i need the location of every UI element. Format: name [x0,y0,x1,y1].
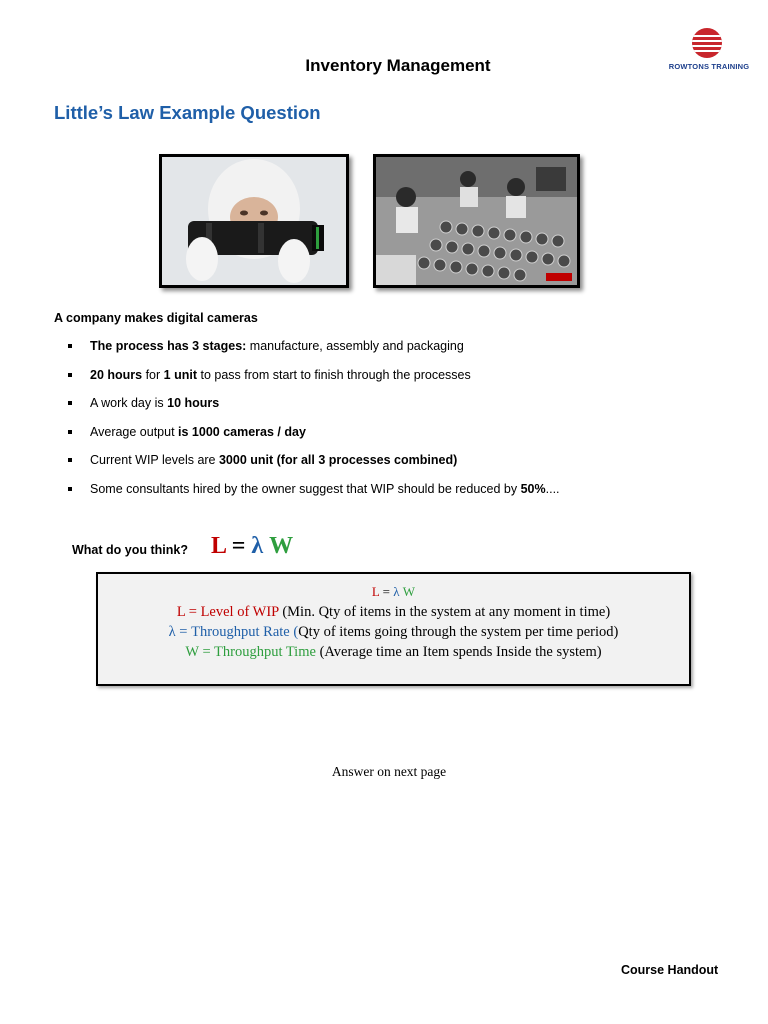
list-item-text: for [142,367,164,382]
bullet-square-icon [68,344,72,348]
definition-l [98,602,689,622]
list-item-text: Current WIP levels are [90,453,219,467]
list-item-text: 20 hours [90,367,143,382]
list-item-text: to pass from start to finish through the processes [197,367,471,382]
definition-lambda-term: λ = Throughput Rate ( [168,624,299,640]
definitions-box [96,572,691,686]
formula-lambda: λ [251,533,264,559]
definition-l-term: L = Level of WIP [176,604,279,620]
answer-note: Answer on next page [331,764,447,779]
list-item-text: 3000 unit (for all 3 processes combined) [218,453,458,467]
def-formula-w: W [399,584,416,599]
definition-w-term: W = Throughput Time [185,644,316,660]
bullet-square-icon [68,487,72,491]
list-item-text: The process has 3 stages: [90,339,247,353]
rowtons-training-logo [664,28,754,78]
definition-w [98,642,689,662]
bullet-square-icon [68,430,72,434]
def-formula-lambda: λ [393,584,400,599]
def-formula-l: L [371,584,380,599]
intro-text: A company makes digital cameras [54,311,258,325]
globe-logo-icon [692,28,722,58]
list-item-text: Average output [90,424,179,439]
logo-text: ROWTONS TRAINING [668,62,750,71]
list-item-text: 1 unit [163,367,197,382]
camera-assembly-line-photo [373,154,580,288]
list-item-text: 50% [520,481,546,496]
definition-w-desc: (Average time an Item spends Inside the system) [315,644,602,660]
list-item-text: A work day is [90,396,168,410]
formula-w: W [263,533,294,559]
definition-lambda [98,622,689,642]
document-title: Inventory Management [305,56,491,75]
page-footer: Course Handout [621,963,719,977]
bullet-square-icon [68,401,72,405]
question-label: What do you think? [72,543,188,557]
def-formula-equals: = [379,584,394,599]
list-item-text: is 1000 cameras / day [178,424,306,439]
definition-l-desc: (Min. Qty of items in the system at any moment in time) [278,604,611,620]
formula-l: L [211,533,226,559]
list-item [66,338,560,367]
bullet-square-icon [68,373,72,377]
worker-holding-camera-lens-photo [159,154,349,288]
list-item [66,424,560,453]
list-item [66,481,560,510]
formula-equals: = [225,533,252,559]
definition-lambda-desc: Qty of items going through the system per time period) [298,624,619,640]
list-item-text: manufacture, assembly and packaging [246,339,464,353]
list-item-text: Some consultants hired by the owner suggest that WIP should be reduced by [90,481,521,496]
bullet-square-icon [68,458,72,462]
definition-formula [98,582,689,602]
facts-list [66,338,560,509]
list-item-text: 10 hours [167,396,220,410]
list-item [66,395,560,424]
list-item-text: .... [545,481,560,496]
page-heading: Little’s Law Example Question [54,102,321,123]
littles-law-formula [211,533,293,560]
list-item [66,367,560,396]
list-item [66,452,560,481]
